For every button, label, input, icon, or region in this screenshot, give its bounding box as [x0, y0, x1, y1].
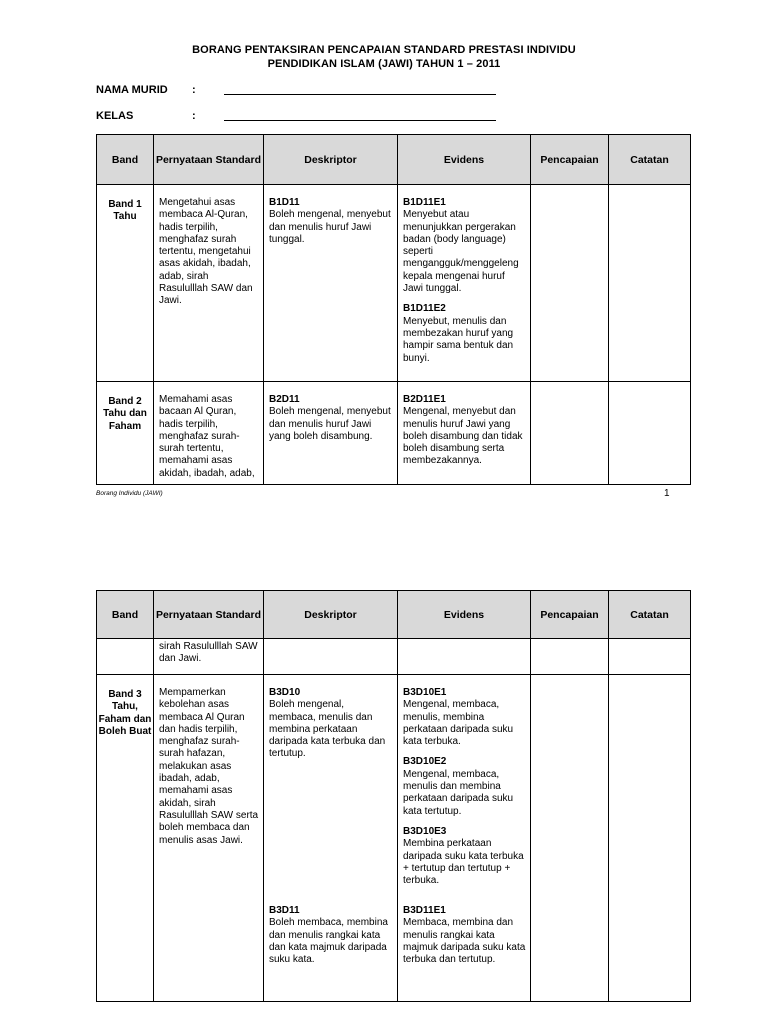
- descriptor-code: B3D10: [269, 687, 301, 698]
- footer-document-name: Borang Individu (JAWI): [96, 490, 163, 497]
- catatan-cell[interactable]: [609, 185, 691, 382]
- descriptor-cell: [264, 382, 398, 485]
- evidence-text: Mengenal, menyebut dan menulis huruf Jawi yang boleh disambung dan tidak boleh disambung serta membezakannya.: [403, 406, 523, 467]
- evidence-text: Mengenal, membaca, menulis, membina perkataan daripada suku kata terbuka.: [403, 699, 514, 748]
- assessment-table-page2: [96, 590, 691, 1002]
- evidence-code: B3D10E3: [403, 825, 447, 837]
- evidence-code: B3D10E2: [403, 756, 447, 768]
- evidence-code: B3D10E1: [403, 687, 447, 698]
- header-pernyataan: Pernyataan Standard: [154, 591, 264, 639]
- evidence-code: B1D11E1: [403, 197, 446, 208]
- descriptor-code: B3D11: [269, 905, 300, 916]
- evidence-text: Menyebut, menulis dan membezakan huruf yang hampir sama bentuk dan bunyi.: [403, 315, 514, 364]
- document-title: BORANG PENTAKSIRAN PENCAPAIAN STANDARD PRESTASI INDIVIDU: [192, 44, 576, 56]
- header-evidens: Evidens: [398, 591, 531, 639]
- header-evidens: Evidens: [398, 135, 531, 185]
- band-label: Band 3 Tahu, Faham dan Boleh Buat: [97, 675, 154, 1002]
- evidence-text: Mengenal, membaca, menulis dan membina perkataan daripada suku kata tertutup.: [403, 768, 514, 817]
- header-pencapaian: Pencapaian: [531, 135, 609, 185]
- header-band: Band: [97, 135, 154, 185]
- evidence-code: B2D11E1: [403, 394, 446, 405]
- catatan-cell[interactable]: [609, 382, 691, 485]
- band-empty-cell: [97, 639, 154, 675]
- table-row-continuation: [97, 639, 691, 675]
- statement-text: Mengetahui asas membaca Al-Quran, hadis terpilih, menghafaz surah tertentu, mengetahui asas akidah, ibadah, adab, sirah Rasululllah SAW dan Jawi.: [154, 185, 264, 382]
- pencapaian-cell[interactable]: [531, 185, 609, 382]
- descriptor-cell: [264, 675, 398, 1002]
- evidence-empty-cell: [398, 639, 531, 675]
- evidence-cell: [398, 382, 531, 485]
- evidence-text: Membina perkataan daripada suku kata terbuka + tertutup dan tertutup + terbuka.: [403, 838, 524, 887]
- evidence-text: Membaca, membina dan menulis rangkai kata majmuk daripada suku kata terbuka dan tertutup.: [403, 917, 526, 966]
- descriptor-text: Boleh mengenal, menyebut dan menulis huruf Jawi yang boleh disambung.: [269, 406, 391, 442]
- statement-text: Memahami asas bacaan Al Quran, hadis terpilih, menghafaz surah-surah tertentu, memahami asas akidah, ibadah, adab,: [154, 382, 264, 485]
- descriptor-cell: [264, 185, 398, 382]
- descriptor-text: Boleh membaca, membina dan menulis rangkai kata dan kata majmuk daripada suku kata.: [269, 917, 388, 966]
- page-number: 1: [664, 488, 670, 499]
- evidence-cell: [398, 185, 531, 382]
- header-catatan: Catatan: [609, 135, 691, 185]
- header-deskriptor: Deskriptor: [264, 591, 398, 639]
- pencapaian-cell[interactable]: [531, 675, 609, 1002]
- evidence-text: Menyebut atau menunjukkan pergerakan badan (body language) seperti mengangguk/menggeleng kepala mengenai huruf Jawi tunggal.: [403, 209, 519, 295]
- descriptor-code: B1D11: [269, 197, 300, 208]
- kelas-label: KELAS: [96, 110, 134, 122]
- document-subtitle: PENDIDIKAN ISLAM (JAWI) TAHUN 1 – 2011: [267, 58, 501, 70]
- page-separator: [0, 510, 768, 590]
- nama-murid-blank-line[interactable]: [224, 94, 496, 95]
- header-pencapaian: Pencapaian: [531, 591, 609, 639]
- kelas-blank-line[interactable]: [224, 120, 496, 121]
- descriptor-text: Boleh mengenal, membaca, menulis dan membina perkataan daripada kata terbuka dan tertutup.: [269, 699, 386, 760]
- colon: :: [192, 110, 196, 122]
- header-band: Band: [97, 591, 154, 639]
- evidence-cell: [398, 675, 531, 1002]
- statement-text: Mempamerkan kebolehan asas membaca Al Quran dan hadis terpilih, menghafaz surah-surah hafazan, melakukan asas ibadah, adab, memahami asas akidah, sirah Rasululllah SAW serta boleh membaca dan menulis asas Jawi.: [154, 675, 264, 1002]
- descriptor-text: Boleh mengenal, menyebut dan menulis huruf Jawi tunggal.: [269, 209, 391, 245]
- evidence-code: B1D11E2: [403, 303, 446, 315]
- table-row: [97, 382, 691, 485]
- page-2: [0, 590, 768, 1024]
- statement-text: sirah Rasululllah SAW dan Jawi.: [154, 639, 264, 675]
- band-label: Band 2 Tahu dan Faham: [97, 382, 154, 485]
- nama-murid-label: NAMA MURID: [96, 84, 168, 96]
- table-row: [97, 675, 691, 1002]
- header-deskriptor: Deskriptor: [264, 135, 398, 185]
- pencapaian-cell[interactable]: [531, 639, 609, 675]
- header-pernyataan: Pernyataan Standard: [154, 135, 264, 185]
- page-1: [0, 0, 768, 510]
- descriptor-empty-cell: [264, 639, 398, 675]
- table-row: [97, 185, 691, 382]
- descriptor-code: B2D11: [269, 394, 300, 405]
- colon: :: [192, 84, 196, 96]
- catatan-cell[interactable]: [609, 639, 691, 675]
- header-catatan: Catatan: [609, 591, 691, 639]
- catatan-cell[interactable]: [609, 675, 691, 1002]
- assessment-table-page1: [96, 134, 691, 485]
- band-label: Band 1 Tahu: [97, 185, 154, 382]
- pencapaian-cell[interactable]: [531, 382, 609, 485]
- evidence-code: B3D11E1: [403, 905, 446, 916]
